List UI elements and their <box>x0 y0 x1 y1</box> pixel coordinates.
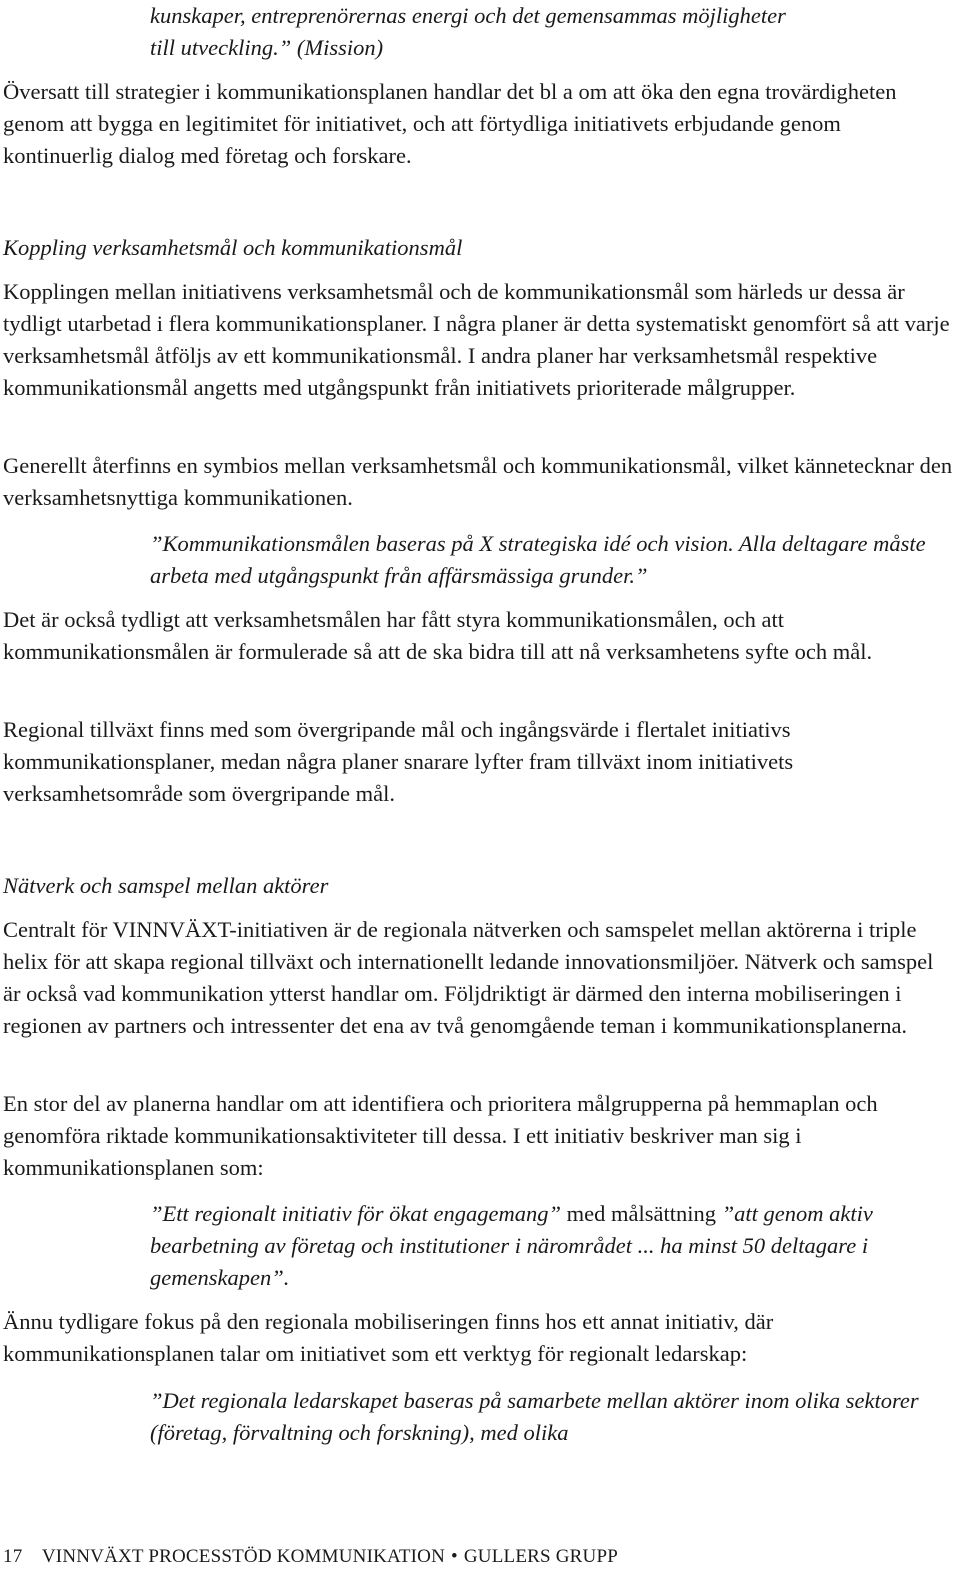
intro-paragraph: Översatt till strategier i kommunikationsplanen handlar det bl a om att öka den egna trovärdigheten genom att bygga en legitimitet för initiativet, och att förtydliga initiativets erbjudande genom kontinuerlig dialog med företag och forskare. <box>3 79 897 168</box>
footer-title: VINNVÄXT PROCESSTÖD KOMMUNIKATION <box>41 1546 446 1567</box>
quote-connector: med målsättning <box>561 1201 722 1226</box>
section-heading-natverk: Nätverk och samspel mellan aktörer <box>3 873 329 898</box>
block-quote <box>150 1198 950 1294</box>
block-quote: ”Det regionala ledarskapet baseras på samarbete mellan aktörer inom olika sektorer (företag, förvaltning och forskning), med olika <box>150 1388 919 1445</box>
paragraph: Generellt återfinns en symbios mellan verksamhetsmål och kommunikationsmål, vilket kännetecknar den verksamhetsnyttiga kommunikationen. <box>3 453 953 510</box>
section-heading-koppling: Koppling verksamhetsmål och kommunikationsmål <box>3 235 463 260</box>
paragraph: Det är också tydligt att verksamhetsmålen har fått styra kommunikationsmålen, och att kommunikationsmålen är formulerade så att de ska bidra till att nå verksamhetens syfte och mål. <box>3 607 873 664</box>
mission-quote-line2: till utveckling.” (Mission) <box>150 35 384 60</box>
quote-part: ”Ett regionalt initiativ för ökat engagemang” <box>150 1201 562 1226</box>
quote-part: ”att genom aktiv bearbetning av företag och institutioner i närområdet ... ha minst 50 deltagare i gemenskapen”. <box>150 1201 873 1290</box>
paragraph: Regional tillväxt finns med som övergripande mål och ingångsvärde i flertalet initiativs kommunikationsplaner, medan några planer snarare lyfter fram tillväxt inom initiativets verksamhetsområde som övergripande mål. <box>3 717 794 806</box>
paragraph: Kopplingen mellan initiativens verksamhetsmål och de kommunikationsmål som härleds ur dessa är tydligt utarbetad i flera kommunikationsplaner. I några planer är detta systematiskt genomfört så att varje verksamhetsmål åtföljs av ett kommunikationsmål. I andra planer har verksamhetsmål respektive kommunikationsmål angetts med utgångspunkt från initiativets prioriterade målgrupper. <box>3 279 950 400</box>
page-number: 17 <box>3 1546 23 1567</box>
bullet-separator: • <box>451 1546 458 1567</box>
paragraph: Ännu tydligare fokus på den regionala mobiliseringen finns hos ett annat initiativ, där kommunikationsplanen talar om initiativet som ett verktyg för regionalt ledarskap: <box>3 1309 774 1366</box>
paragraph: Centralt för VINNVÄXT-initiativen är de regionala nätverken och samspelet mellan aktörerna i triple helix för att skapa regional tillväxt och internationellt ledande innovationsmiljöer. Nätverk och samspel är också vad kommunikation ytterst handlar om. Följdriktigt är därmed den interna mobiliseringen i regionen av partners och intressenter det ena av två genomgående teman i kommunikationsplanerna. <box>3 917 934 1038</box>
page-footer <box>3 1543 618 1571</box>
footer-company: GULLERS GRUPP <box>463 1546 618 1567</box>
mission-quote <box>150 0 950 64</box>
mission-quote-line1: kunskaper, entreprenörernas energi och det gemensammas möjligheter <box>150 3 786 28</box>
paragraph: En stor del av planerna handlar om att identifiera och prioritera målgrupperna på hemmaplan och genomföra riktade kommunikationsaktiviteter till dessa. I ett initiativ beskriver man sig i kommunikationsplanen som: <box>3 1091 878 1180</box>
block-quote: ”Kommunikationsmålen baseras på X strategiska idé och vision. Alla deltagare måste arbeta med utgångspunkt från affärsmässiga grunder.” <box>150 531 926 588</box>
